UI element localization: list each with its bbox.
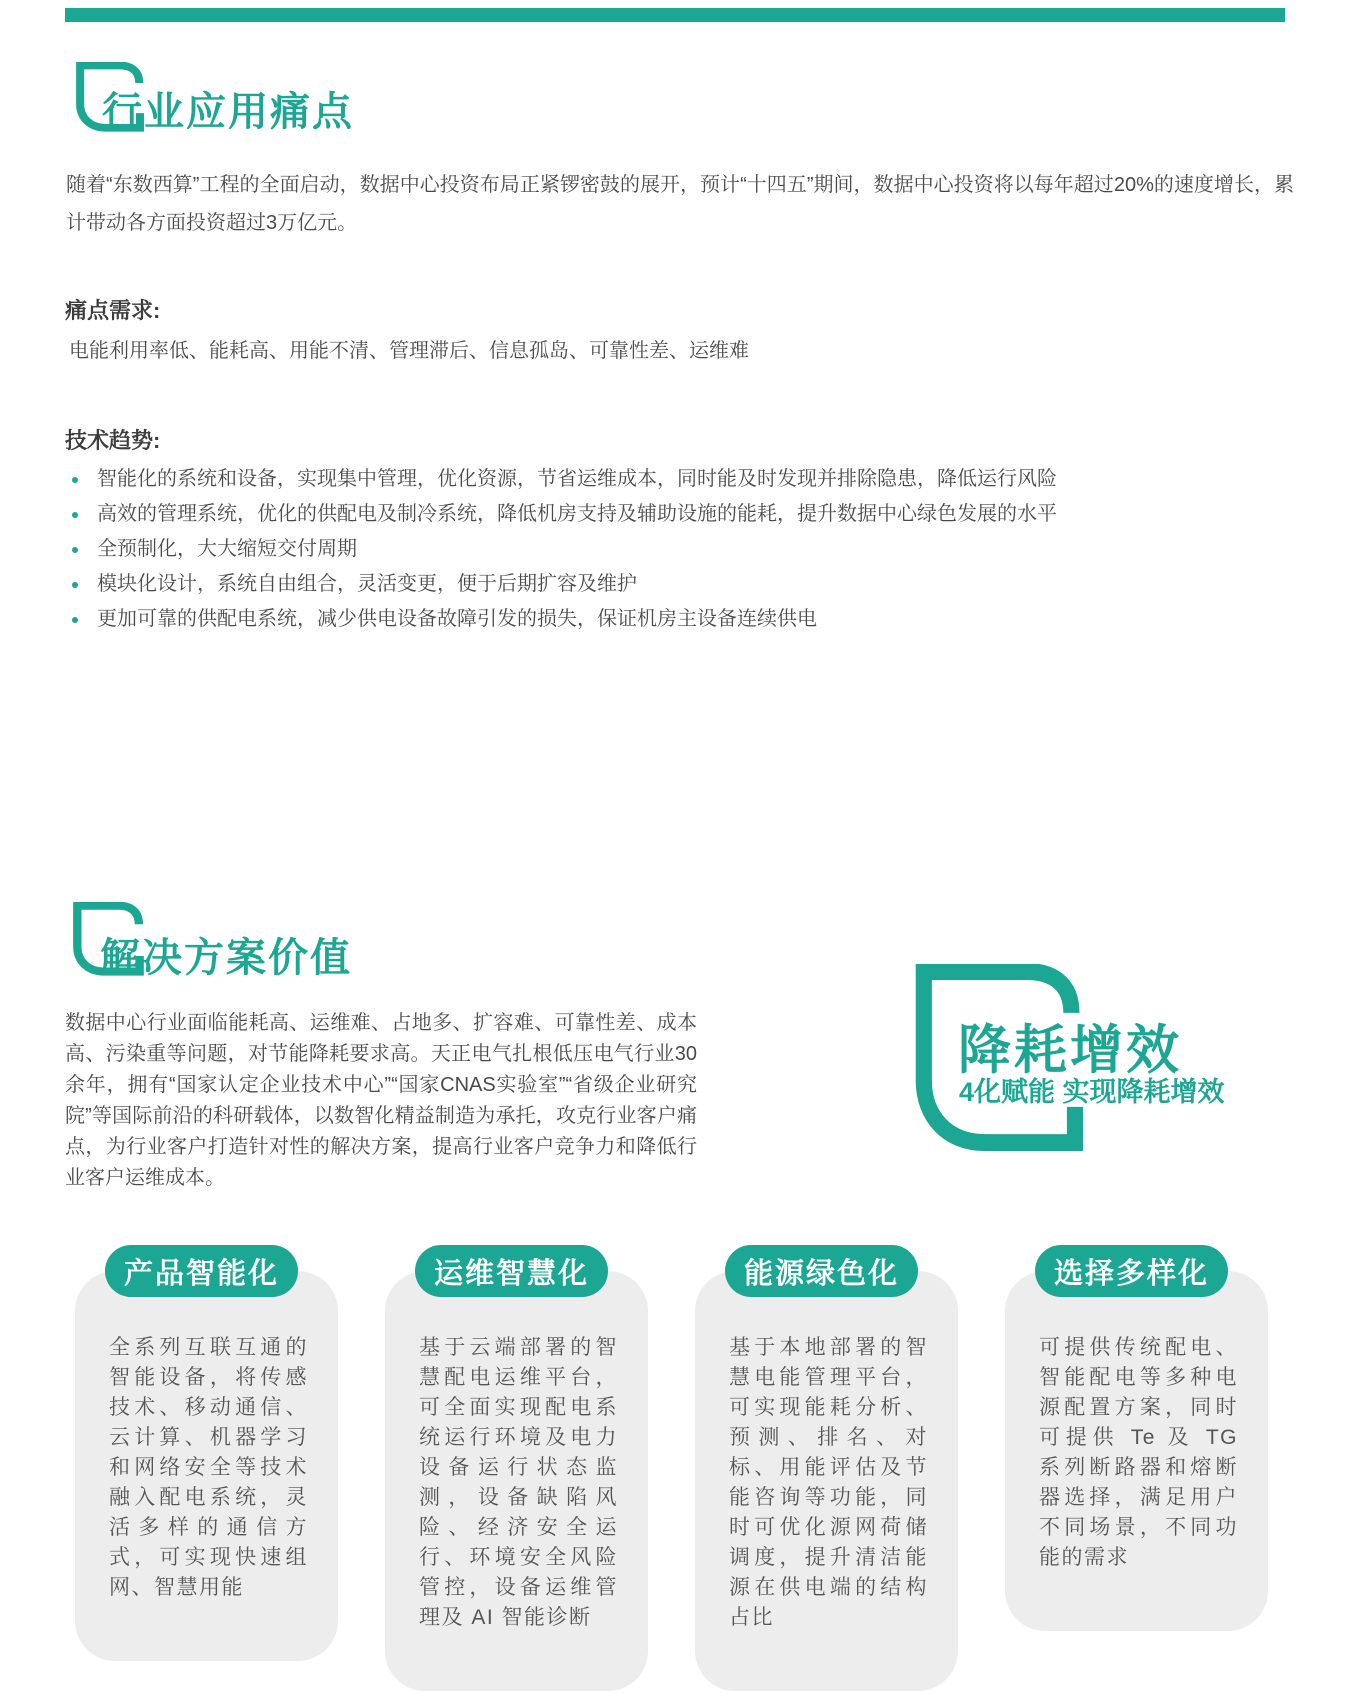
card-header-pill: [725, 1245, 918, 1297]
card-label: 能源绿色化: [744, 1257, 900, 1290]
callout-title: 降耗增效: [958, 1021, 1182, 1080]
card-body: [385, 1271, 648, 1691]
card-text: 基于本地部署的智慧电能管理平台，可实现能耗分析、预测、排名、对标、用能评估及节能咨询等功能，同时可优化源网荷储调度，提升清洁能源在供电端的结构占比: [729, 1336, 928, 1629]
section2-paragraph: 数据中心行业面临能耗高、运维难、占地多、扩容难、可靠性差、成本高、污染重等问题，对节能降耗要求高。天正电气扎根低压电气行业30余年，拥有“国家认定企业技术中心”“国家CNAS实验室”“省级企业研究院”等国际前沿的科研载体，以数智化精益制造为承托，攻克行业客户痛点，为行业客户打造针对性的解决方案，提高行业客户竞争力和降低行业客户运维成本。: [65, 1012, 697, 1189]
trend-item: 模块化设计，系统自由组合，灵活变更，便于后期扩容及维护: [65, 567, 1165, 602]
card-text: 全系列互联互通的智能设备，将传感技术、移动通信、云计算、机器学习和网络安全等技术融入配电系统，灵活多样的通信方式，可实现快速组网、智慧用能: [109, 1336, 308, 1599]
card-header-pill: [415, 1245, 608, 1297]
card-header-pill: [1035, 1245, 1228, 1297]
pain-demand-heading: 痛点需求:: [65, 298, 161, 323]
card-header-pill: [105, 1245, 298, 1297]
section1-title: 行业应用痛点: [102, 90, 354, 134]
tech-trend-list: [65, 462, 1165, 637]
card-label: 运维智慧化: [434, 1257, 590, 1290]
trend-item: 更加可靠的供配电系统，减少供电设备故障引发的损失，保证机房主设备连续供电: [65, 602, 1165, 637]
tech-trend-heading: 技术趋势:: [65, 428, 161, 453]
trend-item: 智能化的系统和设备，实现集中管理，优化资源，节省运维成本，同时能及时发现并排除隐患，降低运行风险: [65, 462, 1165, 497]
trend-item: 高效的管理系统，优化的供配电及制冷系统，降低机房支持及辅助设施的能耗，提升数据中心绿色发展的水平: [65, 497, 1165, 532]
pain-demand-text: 电能利用率低、能耗高、用能不清、管理滞后、信息孤岛、可靠性差、运维难: [69, 340, 749, 362]
card-body: [1005, 1271, 1268, 1631]
card-body: [75, 1271, 338, 1661]
section1-intro-paragraph: 随着“东数西算”工程的全面启动，数据中心投资布局正紧锣密鼓的展开，预计“十四五”期间，数据中心投资将以每年超过20%的速度增长，累计带动各方面投资超过3万亿元。: [66, 174, 1294, 234]
card-text: 基于云端部署的智慧配电运维平台，可全面实现配电系统运行环境及电力设备运行状态监测，设备缺陷风险、经济安全运行、环境安全风险管控，设备运维管理及 AI 智能诊断: [419, 1336, 618, 1629]
section2-title: 解决方案价值: [100, 936, 352, 980]
card-label: 产品智能化: [124, 1257, 280, 1290]
card-label: 选择多样化: [1054, 1257, 1210, 1290]
top-accent-bar: [65, 8, 1285, 22]
callout-subtitle: 4化赋能 实现降耗增效: [959, 1077, 1225, 1107]
card-text: 可提供传统配电、智能配电等多种电源配置方案，同时可提供 Te 及 TG 系列断路器和熔断器选择，满足用户不同场景，不同功能的需求: [1039, 1336, 1238, 1569]
trend-item: 全预制化，大大缩短交付周期: [65, 532, 1165, 567]
card-body: [695, 1271, 958, 1691]
